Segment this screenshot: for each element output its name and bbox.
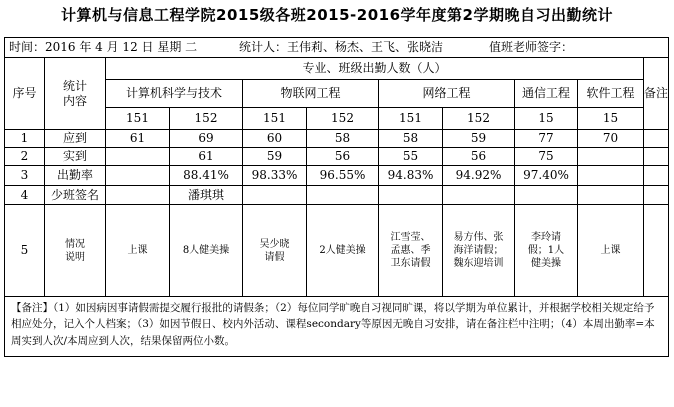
cell: 上课 — [578, 205, 644, 297]
cell: 77 — [515, 130, 578, 148]
cell: 98.33% — [243, 166, 307, 186]
row-label: 应到 — [45, 130, 106, 148]
class-header: 151 — [243, 108, 307, 130]
class-header: 15 — [578, 108, 644, 130]
table-row — [5, 205, 669, 297]
cell: 2人健美操 — [307, 205, 379, 297]
cell — [106, 148, 170, 166]
date-text: 时间：2016 年 4 月 12 日 星期 二 — [9, 40, 198, 54]
cell: 88.41% — [170, 166, 243, 186]
row-seq: 2 — [5, 148, 45, 166]
remark-label: 备注 — [644, 86, 669, 100]
remark-header — [644, 58, 669, 130]
table-row — [5, 186, 669, 205]
row-label: 少班签名 — [45, 186, 106, 205]
cell: 97.40% — [515, 166, 578, 186]
cell: 58 — [307, 130, 379, 148]
cell: 70 — [578, 130, 644, 148]
major-header: 计算机科学与技术 — [106, 80, 243, 108]
row-seq: 1 — [5, 130, 45, 148]
cell: 94.83% — [379, 166, 443, 186]
class-header: 151 — [106, 108, 170, 130]
cell — [243, 186, 307, 205]
cell — [515, 186, 578, 205]
row-label: 出勤率 — [45, 166, 106, 186]
group-header: 专业、班级出勤人数（人） — [106, 58, 644, 80]
cell: 58 — [379, 130, 443, 148]
cell — [106, 186, 170, 205]
cell: 潘琪琪 — [170, 186, 243, 205]
remark-cell — [644, 130, 669, 148]
table-row — [5, 166, 669, 186]
cell: 94.92% — [443, 166, 515, 186]
cell: 59 — [443, 130, 515, 148]
major-header: 通信工程 — [515, 80, 578, 108]
row-label: 实到 — [45, 148, 106, 166]
attendance-table — [4, 37, 669, 357]
remark-cell — [644, 186, 669, 205]
cell: 59 — [243, 148, 307, 166]
cell — [578, 166, 644, 186]
cell — [106, 166, 170, 186]
cell: 75 — [515, 148, 578, 166]
content-header: 统计 内容 — [45, 58, 106, 130]
cell: 易方伟、张海洋请假；魏东迎培训 — [443, 205, 515, 297]
page-title: 计算机与信息工程学院2015级各班2015-2016学年度第2学期晚自习出勤统计 — [61, 6, 613, 24]
table-row — [5, 148, 669, 166]
cell — [307, 186, 379, 205]
remark-cell — [644, 205, 669, 297]
cell: 上课 — [106, 205, 170, 297]
cell — [443, 186, 515, 205]
cell: 江雪莹、孟惠、季卫东请假 — [379, 205, 443, 297]
table-row — [5, 130, 669, 148]
cell: 56 — [443, 148, 515, 166]
major-header: 软件工程 — [578, 80, 644, 108]
signature-text: 值班老师签字： — [489, 40, 574, 54]
row-seq: 5 — [5, 205, 45, 297]
cell: 61 — [106, 130, 170, 148]
cell — [578, 186, 644, 205]
seq-header: 序号 — [5, 58, 45, 130]
cell — [578, 148, 644, 166]
counter-text: 统计人：王伟莉、杨杰、王飞、张晓洁 — [239, 40, 444, 54]
class-header: 152 — [443, 108, 515, 130]
cell: 吴少晓请假 — [243, 205, 307, 297]
info-row — [5, 38, 669, 58]
remark-cell — [644, 148, 669, 166]
row-seq: 3 — [5, 166, 45, 186]
class-header: 151 — [379, 108, 443, 130]
cell: 55 — [379, 148, 443, 166]
cell: 96.55% — [307, 166, 379, 186]
major-header: 物联网工程 — [243, 80, 379, 108]
cell: 60 — [243, 130, 307, 148]
cell — [379, 186, 443, 205]
note-block: 【备注】（1）如因病因事请假需提交履行报批的请假条；（2）每位同学旷晚自习视同旷课，将以学期为单位累计，并根据学校相关规定给予相应处分，记入个人档案；（3）如因节假日、校内外活动、课程secondary等原因无晚自习安排，请在备注栏中注明；（4）本周出勤率=本周实到人次/本周应到人次，结果保留两位小数。 — [5, 297, 669, 357]
cell: 56 — [307, 148, 379, 166]
class-header: 15 — [515, 108, 578, 130]
class-header: 152 — [307, 108, 379, 130]
remark-cell — [644, 166, 669, 186]
cell: 李玲请假；1人健美操 — [515, 205, 578, 297]
class-header: 152 — [170, 108, 243, 130]
cell: 69 — [170, 130, 243, 148]
row-label: 情况 说明 — [45, 205, 106, 297]
cell: 61 — [170, 148, 243, 166]
row-seq: 4 — [5, 186, 45, 205]
cell: 8人健美操 — [170, 205, 243, 297]
major-header: 网络工程 — [379, 80, 515, 108]
